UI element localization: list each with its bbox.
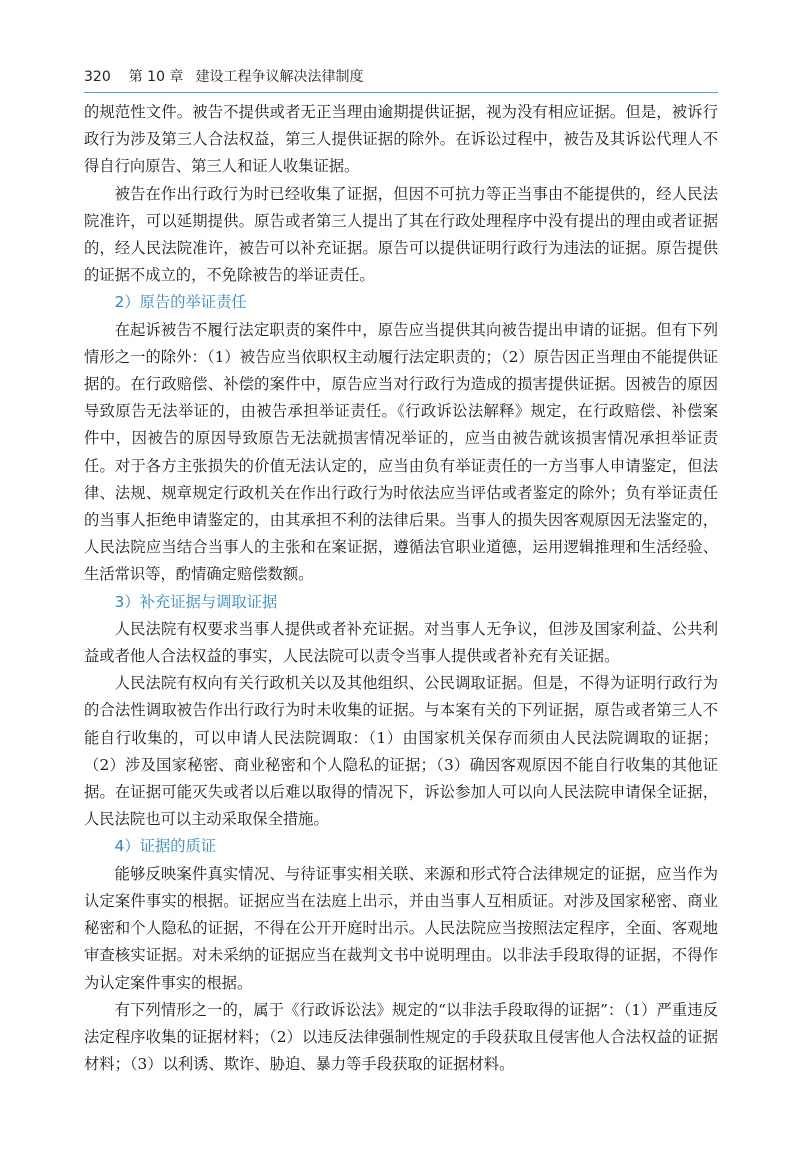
- paragraph: 在起诉被告不履行法定职责的案件中，原告应当提供其向被告提出申请的证据。但有下列情形之一的除外：（1）被告应当依职权主动履行法定职责的；（2）原告因正当理由不能提供证据的。在行政赔偿、补偿的案件中，原告应当对行政行为造成的损害提供证据。因被告的原因导致原告无法举证的，由被告承担举证责任。《行政诉讼法解释》规定，在行政赔偿、补偿案件中，因被告的原因导致原告无法就损害情况举证的，应当由被告就该损害情况承担举证责任。对于各方主张损失的价值无法认定的，应当由负有举证责任的一方当事人申请鉴定，但法律、法规、规章规定行政机关在作出行政行为时依法应当评估或者鉴定的除外；负有举证责任的当事人拒绝申请鉴定的，由其承担不利的法律后果。当事人的损失因客观原因无法鉴定的，人民法院应当结合当事人的主张和在案证据，遵循法官职业道德，运用逻辑推理和生活经验、生活常识等，酌情确定赔偿数额。: [84, 320, 718, 584]
- running-header: [84, 66, 718, 93]
- paragraph: 人民法院有权要求当事人提供或者补充证据。对当事人无争议，但涉及国家利益、公共利益或者他人合法权益的事实，人民法院可以责令当事人提供或者补充有关证据。: [84, 619, 718, 666]
- page-body: [84, 99, 718, 1078]
- chapter-title: 建设工程争议解决法律制度: [195, 69, 364, 85]
- paragraph: 能够反映案件真实情况、与待证事实相关联、来源和形式符合法律规定的证据，应当作为认定案件事实的根据。证据应当在法庭上出示，并由当事人互相质证。对涉及国家秘密、商业秘密和个人隐私的证据，不得在公开开庭时出示。人民法院应当按照法定程序，全面、客观地审查核实证据。对未采纳的证据应当在裁判文书中说明理由。以非法手段取得的证据，不得作为认定案件事实的根据。: [84, 864, 718, 992]
- paragraph: 有下列情形之一的，属于《行政诉讼法》规定的“以非法手段取得的证据”：（1）严重违反法定程序收集的证据材料；（2）以违反法律强制性规定的手段获取且侵害他人合法权益的证据材料；（3）以利诱、欺诈、胁迫、暴力等手段获取的证据材料。: [84, 1000, 718, 1074]
- section-heading: 3）补充证据与调取证据: [114, 592, 278, 611]
- section-heading: 2）原告的举证责任: [114, 293, 247, 312]
- section-heading: 4）证据的质证: [114, 837, 217, 856]
- paragraph: 的规范性文件。被告不提供或者无正当理由逾期提供证据，视为没有相应证据。但是，被诉行政行为涉及第三人合法权益，第三人提供证据的除外。在诉讼过程中，被告及其诉讼代理人不得自行向原告、第三人和证人收集证据。: [84, 103, 718, 176]
- page-number: 320: [84, 69, 111, 85]
- chapter-label: 第 10 章: [128, 69, 184, 85]
- paragraph: 人民法院有权向有关行政机关以及其他组织、公民调取证据。但是，不得为证明行政行为的合法性调取被告作出行政行为时未收集的证据。与本案有关的下列证据，原告或者第三人不能自行收集的，可以申请人民法院调取：（1）由国家机关保存而须由人民法院调取的证据；（2）涉及国家秘密、商业秘密和个人隐私的证据；（3）确因客观原因不能自行收集的其他证据。在证据可能灭失或者以后难以取得的情况下，诉讼参加人可以向人民法院申请保全证据，人民法院也可以主动采取保全措施。: [84, 674, 718, 829]
- paragraph: 被告在作出行政行为时已经收集了证据，但因不可抗力等正当事由不能提供的，经人民法院准许，可以延期提供。原告或者第三人提出了其在行政处理程序中没有提出的理由或者证据的，经人民法院准许，被告可以补充证据。原告可以提供证明行政行为违法的证据。原告提供的证据不成立的，不免除被告的举证责任。: [84, 184, 718, 285]
